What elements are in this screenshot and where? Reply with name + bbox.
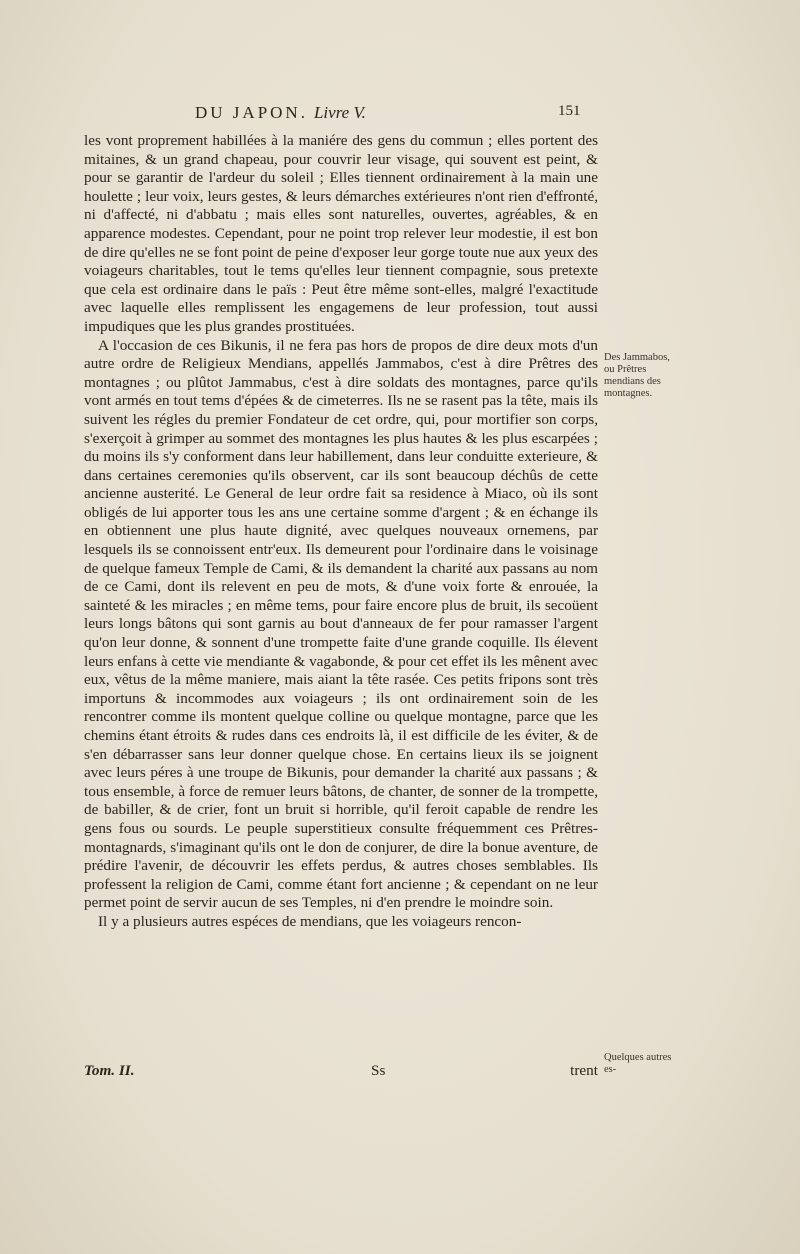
- paragraph-1: les vont proprement habillées à la maniére des gens du commun ; elles portent des mitaines, & un grand chapeau, pour couvrir leur visage, qui souvent est peint, & pour se garantir de l'ardeur du soleil ; Elles tiennent ordinairement à la main une houlette ; leur voix, leurs gestes, & leurs démarches extérieures n'ont rien d'effronté, ni d'affecté, ni d'abbatu ; mais elles sont naturelles, ouvertes, agréables, & en apparence modestes. Cependant, pour ne point trop relever leur modestie, il est bon de dire qu'elles ne se font point de peine d'exposer leur gorge toute nue aux yeux des voiageurs charitables, tout le tems qu'elles leur tiennent compagnie, sous pretexte que cela est ordinaire dans le païs : Peut être même sont-elles, malgré l'exactitude avec laquelle elles remplissent les engagemens de leur profession, tout aussi impudiques que les plus grandes prostituées.: [84, 132, 598, 335]
- margin-note-others: Quelques autres es-: [604, 1052, 672, 1075]
- paragraph-3: Il y a plusieurs autres espéces de mendians, que les voiageurs rencon-: [98, 912, 522, 930]
- signature-mark: Ss: [371, 1062, 386, 1079]
- running-header: [195, 103, 615, 123]
- page-number: 151: [558, 103, 581, 119]
- page-footer: [84, 1062, 598, 1080]
- margin-note-jammabos: Des Jammabos, ou Prêtres mendians des montagnes.: [604, 352, 670, 399]
- catchword: trent: [570, 1062, 598, 1079]
- main-text: [84, 132, 598, 932]
- running-title: DU JAPON.: [195, 103, 308, 122]
- book-number: Livre V.: [313, 103, 366, 122]
- volume-mark: Tom. II.: [84, 1062, 135, 1079]
- paragraph-2: A l'occasion de ces Bikunis, il ne fera pas hors de propos de dire deux mots d'un autre ordre de Religieux Mendians, appellés Jammabos, c'est à dire Prêtres des montagnes ; ou plûtot Jammabus, c'est à dire soldats des montagnes, parce qu'ils vont armés en tout tems d'épées & de cimeterres. Ils ne se rasent pas la tête, mais ils suivent les régles du premier Fondateur de cet ordre, qui, pour mortifier son corps, s'exerçoit à grimper au sommet des montagnes les plus hautes & les plus escarpées ; du moins ils s'y conforment dans leur habillement, dans leur conduitte exterieure, & dans certaines ceremonies qu'ils observent, car ils sont beaucoup déchûs de cette ancienne austerité. Le General de leur ordre fait sa residence à Miaco, où ils sont obligés de lui apporter tous les ans une certaine somme d'argent ; & en échange ils en obtiennent une plus haute dignité, avec quelques nouveaux ornemens, par lesquels ils se connoissent entr'eux. Ils demeurent pour l'ordinaire dans le voisinage de quelque fameux Temple de Cami, & ils demandent la charité aux passans au nom de ce Cami, dont ils relevent en peu de mots, & d'une voix forte & enrouée, la sainteté & les miracles ; en même tems, pour faire encore plus de bruit, ils secoüent leurs longs bâtons qui sont garnis au bout d'anneaux de fer pour ramasser l'argent qu'on leur donne, & sonnent d'une trompette faite d'une grande coquille. Ils élevent leurs enfans à cette vie mendiante & vagabonde, & pour cet effet ils les mênent avec eux, vêtus de la même maniere, mais aiant la tête rasée. Ces petits fripons sont très importuns & incommodes aux voiageurs ; ils ont ordinairement soin de les rencontrer comme ils montent quelque colline ou quelque montagne, parce que les chemins étant étroits & rudes dans ces endroits là, il est difficile de les éviter, & de s'en débarrasser sans leur donner quelque chose. En certains lieux ils se joignent avec leurs péres à une troupe de Bikunis, pour demander la charité aux passans ; & tous ensemble, à force de remuer leurs bâtons, de chanter, de sonner de la trompette, de babiller, & de crier, font un bruit si horrible, qu'il feroit capable de rendre les gens fous ou sourds. Le peuple superstitieux consulte fréquemment ces Prêtres-montagnards, s'imaginant qu'ils ont le don de conjurer, de dire la bonue aventure, de prédire l'avenir, de découvrir les effets perdus, & autres choses semblables. Ils professent la religion de Cami, comme étant fort ancienne ; & cependant on ne leur permet point de servir aucun de ses Temples, ni d'en prendre le moindre soin.: [84, 336, 598, 912]
